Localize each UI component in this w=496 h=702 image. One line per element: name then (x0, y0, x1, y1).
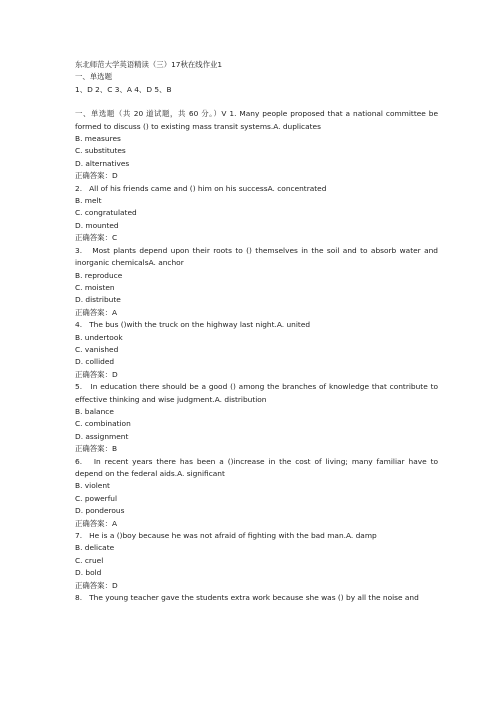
answer-value: C (111, 233, 118, 243)
question-option: C. moisten (75, 282, 115, 292)
correct-answer (75, 369, 438, 381)
correct-answer (75, 232, 438, 244)
question-option: C. combination (75, 419, 131, 429)
question-8 (75, 592, 438, 604)
question-option: D. mounted (75, 220, 119, 230)
question-number: 3. (75, 245, 83, 255)
spacer (75, 96, 438, 108)
answer-value: A (111, 518, 118, 528)
question-option: D. collided (75, 357, 115, 367)
question-option: B. reproduce (75, 270, 123, 280)
answer-value: D (111, 171, 118, 181)
question-option: B. melt (75, 196, 102, 206)
question-option: B. violent (75, 481, 110, 491)
question-4 (75, 319, 438, 331)
answer-label: 正确答案： (75, 580, 112, 590)
answer-key: 1、D 2、C 3、A 4、D 5、B (75, 84, 172, 94)
question-number: 8. (75, 593, 83, 603)
question-stem: In recent years there has been a ()increase in the cost of living; many familiar have to depend on the federal aids. (75, 456, 438, 478)
document-title: 东北师范大学英语精读（三）17秋在线作业1 (75, 60, 223, 69)
question-option: B. delicate (75, 543, 115, 553)
answer-label: 正确答案： (75, 444, 112, 454)
question-option: A. duplicates (273, 121, 321, 131)
question-option: B. undertook (75, 332, 123, 342)
question-2 (75, 183, 438, 195)
question-option: D. distribute (75, 295, 121, 305)
question-option: B. balance (75, 406, 114, 416)
question-option: C. substitutes (75, 146, 126, 156)
question-option: C. vanished (75, 344, 119, 354)
question-option: B. measures (75, 134, 121, 144)
correct-answer (75, 580, 438, 592)
question-option: A. concentrated (267, 183, 327, 193)
question-option: D. alternatives (75, 158, 130, 168)
question-number: 4. (75, 320, 83, 330)
question-option: A. damp (345, 531, 377, 541)
section-intro: 一、单选题（共 20 道试题，共 60 分。）V 1. (75, 109, 237, 119)
answer-label: 正确答案： (75, 233, 112, 243)
answer-value: D (111, 580, 118, 590)
question-option: C. cruel (75, 555, 104, 565)
answer-value: D (111, 369, 118, 379)
answer-label: 正确答案： (75, 369, 112, 379)
answer-value: B (111, 444, 118, 454)
question-stem: He is a ()boy because he was not afraid of fighting with the bad man. (89, 531, 346, 541)
correct-answer (75, 307, 438, 319)
question-5 (75, 381, 438, 406)
question-option: C. congratulated (75, 208, 137, 218)
question-stem: Many people proposed that a national committee be formed to discuss () to existing mass transit systems. (75, 109, 438, 131)
answer-value: A (111, 307, 118, 317)
answer-label: 正确答案： (75, 518, 112, 528)
question-option: A. distribution (214, 394, 267, 404)
answer-label: 正确答案： (75, 307, 112, 317)
question-number: 7. (75, 531, 83, 541)
question-3 (75, 245, 438, 270)
question-option: D. assignment (75, 431, 129, 441)
question-stem: In education there should be a good () among the branches of knowledge that contribute to effective thinking and wise judgment. (75, 382, 438, 404)
question-option: C. powerful (75, 493, 118, 503)
question-stem: All of his friends came and () him on his success (89, 183, 268, 193)
question-number: 2. (75, 183, 83, 193)
question-1 (75, 108, 438, 133)
question-option: D. bold (75, 568, 102, 578)
question-option: A. united (276, 320, 311, 330)
question-option: A. significant (177, 469, 225, 478)
question-6 (75, 456, 438, 481)
correct-answer (75, 170, 438, 182)
question-stem: The young teacher gave the students extra work because she was () by all the noise and (89, 593, 419, 603)
question-number: 5. (75, 382, 83, 392)
section-heading: 一、单选题 (75, 72, 112, 82)
answer-label: 正确答案： (75, 171, 112, 181)
question-number: 6. (75, 456, 83, 466)
question-stem: Most plants depend upon their roots to () themselves in the soil and to absorb water and inorganic chemicals (75, 245, 438, 268)
question-7 (75, 530, 438, 542)
correct-answer (75, 518, 438, 530)
question-stem: The bus ()with the truck on the highway last night. (89, 320, 277, 330)
correct-answer (75, 443, 438, 455)
question-option: D. ponderous (75, 506, 125, 516)
question-option: A. anchor (148, 258, 184, 268)
